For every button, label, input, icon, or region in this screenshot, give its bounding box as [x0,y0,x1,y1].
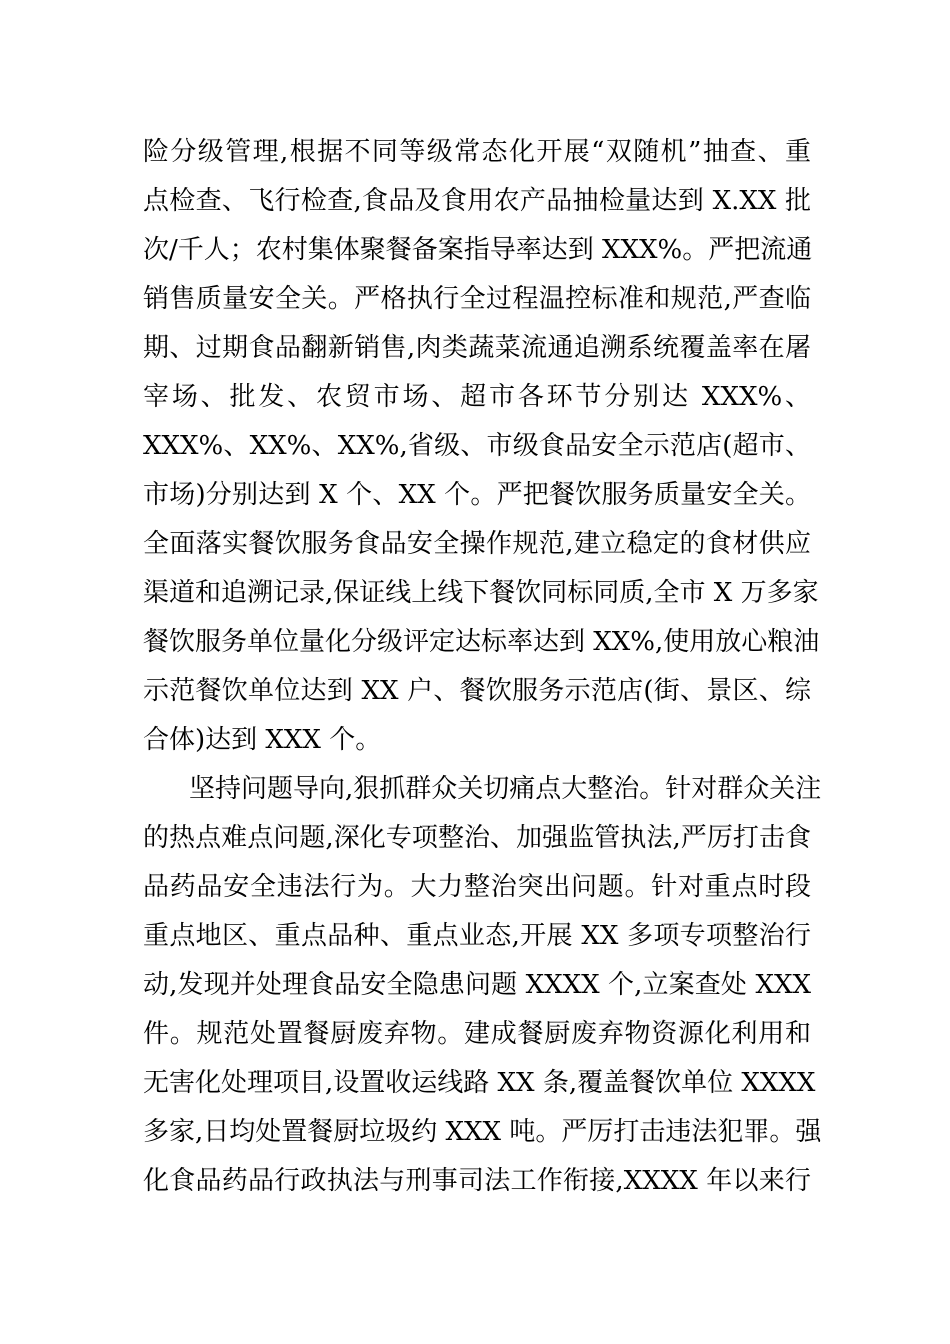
text-line: 的热点难点问题,深化专项整治、加强监管执法,严厉打击食 [143,823,811,853]
text-line: 品药品安全违法行为。大力整治突出问题。针对重点时段 [143,872,811,902]
text-line: 化食品药品行政执法与刑事司法工作衔接,XXXX 年以来行 [143,1166,811,1196]
text-line: 销售质量安全关。严格执行全过程温控标准和规范,严查临 [143,284,811,314]
text-line: 坚持问题导向,狠抓群众关切痛点大整治。针对群众关注 [189,774,822,804]
text-line: XXX%、XX%、XX%,省级、市级食品安全示范店(超市、 [143,431,811,461]
text-line: 市场)分别达到 X 个、XX 个。严把餐饮服务质量安全关。 [143,480,811,510]
text-line: 险分级管理,根据不同等级常态化开展“双随机”抽查、重 [143,137,811,167]
text-line: 点检查、飞行检查,食品及食用农产品抽检量达到 X.XX 批 [143,186,811,216]
text-line: 全面落实餐饮服务食品安全操作规范,建立稳定的食材供应 [143,529,811,559]
text-line: 合体)达到 XXX 个。 [143,725,382,755]
text-line: 多家,日均处置餐厨垃圾约 XXX 吨。严厉打击违法犯罪。强 [143,1117,822,1147]
text-line: 次/千人；农村集体聚餐备案指导率达到 XXX%。严把流通 [143,235,813,265]
body-text [143,128,822,1206]
text-line: 示范餐饮单位达到 XX 户、餐饮服务示范店(街、景区、综 [143,676,811,706]
text-line: 宰场、批发、农贸市场、超市各环节分别达 XXX%、 [143,382,811,412]
text-line: 渠道和追溯记录,保证线上线下餐饮同标同质,全市 X 万多家 [143,578,819,608]
text-line: 重点地区、重点品种、重点业态,开展 XX 多项专项整治行 [143,921,811,951]
text-line: 餐饮服务单位量化分级评定达标率达到 XX%,使用放心粮油 [143,627,820,657]
text-line: 无害化处理项目,设置收运线路 XX 条,覆盖餐饮单位 XXXX [143,1068,816,1098]
text-line: 期、过期食品翻新销售,肉类蔬菜流通追溯系统覆盖率在屠 [143,333,811,363]
text-line: 动,发现并处理食品安全隐患问题 XXXX 个,立案查处 XXX [143,970,811,1000]
text-line: 件。规范处置餐厨废弃物。建成餐厨废弃物资源化利用和 [143,1019,811,1049]
